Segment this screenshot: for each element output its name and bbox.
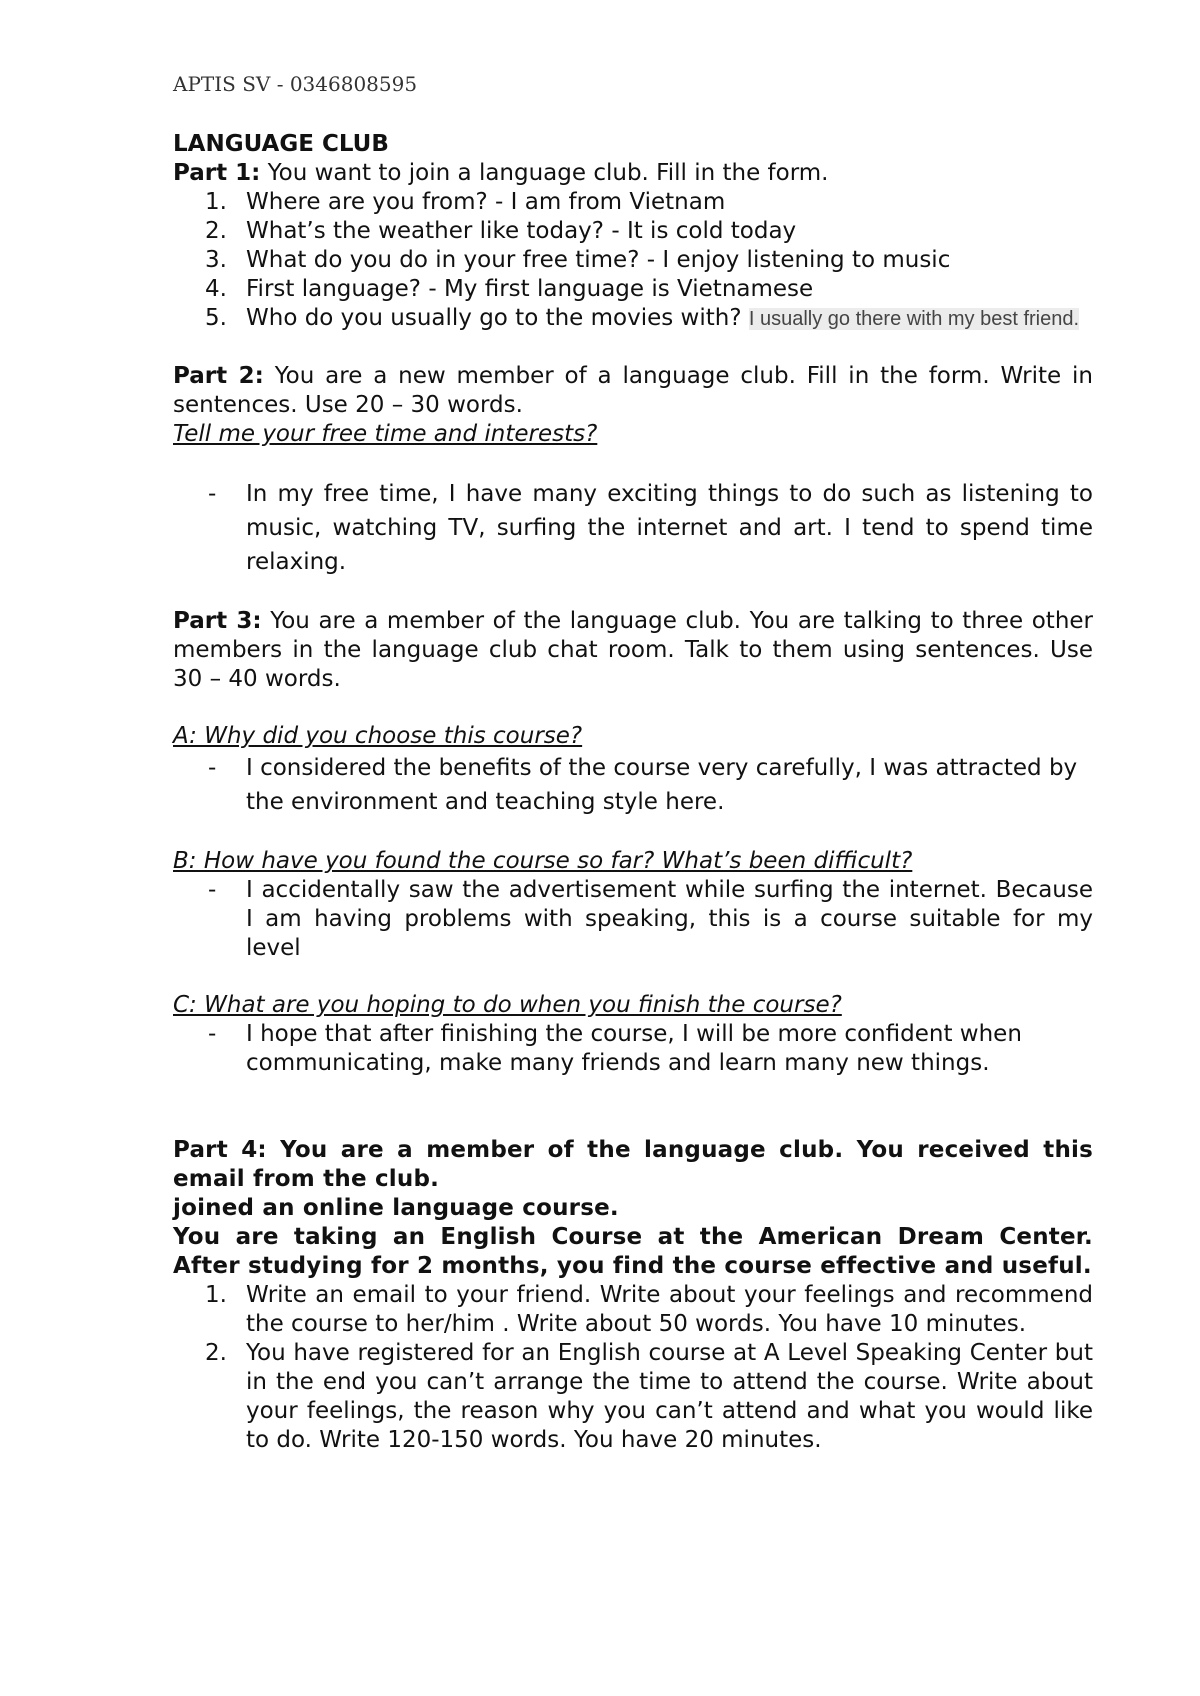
spacer xyxy=(173,449,1093,477)
answer-text: I considered the benefits of the course very carefully, I was attracted by the environment and teaching style here. xyxy=(246,755,1078,815)
dash-bullet: - xyxy=(208,755,217,781)
question-text: What do you do in your free time? xyxy=(246,247,640,273)
part2-question: Tell me your free time and interests? xyxy=(173,421,598,447)
question-text: What’s the weather like today? xyxy=(246,218,605,244)
part2-instruction-text: You are a new member of a language club. Fill in the form. Write in sentences. Use 20 – 30 words. xyxy=(173,363,1093,418)
question-text: Where are you from? xyxy=(246,189,488,215)
part3-instruction xyxy=(173,607,1093,694)
task-text: Write an email to your friend. Write about your feelings and recommend the course to her/him . Write about 50 words. You have 10 minutes. xyxy=(246,1282,1093,1337)
header-text: APTIS SV - 0346808595 xyxy=(173,72,418,96)
part1-list xyxy=(173,188,1093,334)
answer-text: I accidentally saw the advertisement while surfing the internet. Because I am having problems with speaking, this is a course suitable for my level xyxy=(246,877,1093,961)
part3-answer-b xyxy=(173,876,1093,963)
answer-text: - It is cold today xyxy=(611,218,797,244)
part3-question-a: A: Why did you choose this course? xyxy=(173,723,583,749)
list-number: 3. xyxy=(205,247,227,273)
part3-question-b: B: How have you found the course so far? What’s been difficult? xyxy=(173,848,913,874)
answer-text: I hope that after finishing the course, I will be more confident when communicating, make many friends and learn many new things. xyxy=(246,1021,1022,1076)
document-title: LANGUAGE CLUB xyxy=(173,131,389,157)
part1-instruction xyxy=(173,159,1093,188)
list-item xyxy=(173,1339,1093,1455)
part4-list xyxy=(173,1281,1093,1455)
part4-intro: Part 4: You are a member of the language club. You received this email from the club. xyxy=(173,1137,1093,1192)
part4-line2: joined an online language course. xyxy=(173,1195,619,1221)
answer-text: In my free time, I have many exciting things to do such as listening to music, watching TV, surfing the internet and art. I tend to spend time relaxing. xyxy=(246,481,1093,575)
dash-bullet: - xyxy=(208,877,217,903)
question-text: Who do you usually go to the movies with? xyxy=(246,305,742,331)
highlighted-answer-text: I usually go there with my best friend. xyxy=(748,308,1080,330)
list-item xyxy=(173,188,1093,217)
spacer xyxy=(173,694,1093,722)
part3-question-c: C: What are you hoping to do when you finish the course? xyxy=(173,992,842,1018)
spacer xyxy=(173,1078,1093,1136)
dash-bullet: - xyxy=(208,481,217,507)
part2-label: Part 2: xyxy=(173,363,264,389)
spacer xyxy=(173,334,1093,362)
part2-answer xyxy=(173,477,1093,579)
spacer xyxy=(173,819,1093,847)
part3-answer-a xyxy=(173,751,1093,819)
spacer xyxy=(173,963,1093,991)
list-item xyxy=(173,275,1093,304)
list-item xyxy=(173,1281,1093,1339)
part1-instruction-text: You want to join a language club. Fill in the form. xyxy=(267,160,829,186)
document-content xyxy=(173,70,1093,1455)
list-number: 1. xyxy=(205,189,227,215)
part3-label: Part 3: xyxy=(173,608,262,634)
list-number: 2. xyxy=(205,1340,227,1366)
answer-text: - My first language is Vietnamese xyxy=(428,276,814,302)
list-number: 2. xyxy=(205,218,227,244)
answer-text: - I enjoy listening to music xyxy=(646,247,951,273)
part3-instruction-text: You are a member of the language club. You are talking to three other members in the language club chat room. Talk to them using sentences. Use 30 – 40 words. xyxy=(173,608,1094,692)
part2-instruction xyxy=(173,362,1093,420)
dash-bullet: - xyxy=(208,1021,217,1047)
part3-answer-c xyxy=(173,1020,1093,1078)
question-text: First language? xyxy=(246,276,422,302)
list-number: 4. xyxy=(205,276,227,302)
part1-label: Part 1: xyxy=(173,160,261,186)
spacer xyxy=(173,579,1093,607)
list-item xyxy=(173,246,1093,275)
task-text: You have registered for an English course at A Level Speaking Center but in the end you can’t arrange the time to attend the course. Write about your feelings, the reason why you can’t attend and what you would like to do. Write 120-150 words. You have 20 minutes. xyxy=(246,1340,1093,1453)
answer-text: - I am from Vietnam xyxy=(495,189,726,215)
part4-line3: You are taking an English Course at the American Dream Center. After studying for 2 months, you find the course effective and useful. xyxy=(173,1224,1093,1279)
list-item xyxy=(173,217,1093,246)
list-item xyxy=(173,304,1093,334)
list-number: 5. xyxy=(205,305,227,331)
list-number: 1. xyxy=(205,1282,227,1308)
